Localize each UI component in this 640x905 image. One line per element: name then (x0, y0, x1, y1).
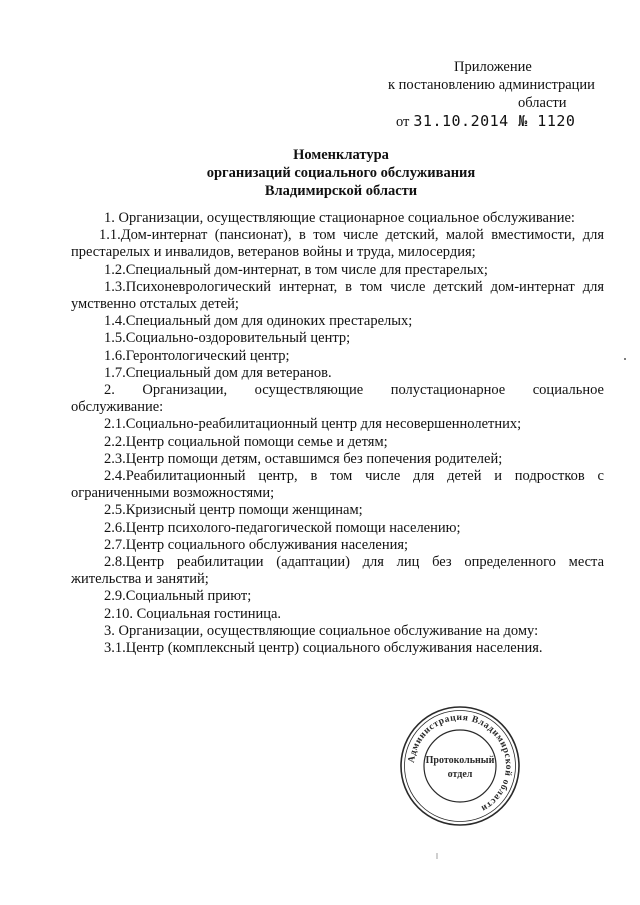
seal-rings (401, 707, 519, 825)
document-body (71, 210, 604, 657)
list-item-2-3: 2.3.Центр помощи детям, оставшимся без попечения родителей; (104, 450, 503, 467)
list-item-2-4: 2.4.Реабилитационный центр, в том числе для детей и подростков с ограниченными возможностями; (71, 468, 604, 502)
list-item-2-10: 2.10. Социальная гостиница. (104, 605, 282, 622)
list-item-1-6: 1.6.Геронтологический центр; (104, 347, 290, 364)
title-line-3: Владимирской области (264, 183, 418, 199)
seal-center-line-1: Протокольный (425, 755, 495, 766)
official-seal-stamp (398, 704, 522, 828)
list-item-1-3: 1.3.Психоневрологический интернат, в том числе детский дом-интернат для умственно отсталых детей; (71, 278, 604, 313)
seal-center-line-2: отдел (447, 769, 473, 780)
appendix-resolution-line: к постановлению администрации (388, 77, 595, 93)
stamped-date-number: 31.10.2014 № 1120 (413, 112, 576, 130)
list-item-1-7: 1.7.Специальный дом для ветеранов. (104, 364, 332, 381)
scan-speck (435, 852, 439, 860)
list-item-2-1: 2.1.Социально-реабилитационный центр для несовершеннолетних; (104, 416, 522, 433)
seal-ring-textpath: Администрация Владимирской области (407, 712, 514, 814)
list-item-2-2: 2.2.Центр социальной помощи семье и детям; (104, 433, 388, 450)
scan-speck (622, 356, 628, 362)
list-item-1-2: 1.2.Специальный дом-интернат, в том числе для престарелых; (104, 261, 488, 278)
list-item-2-6: 2.6.Центр психолого-педагогической помощи населению; (104, 519, 461, 536)
list-item-2-9: 2.9.Социальный приют; (104, 588, 252, 605)
list-item-1-4: 1.4.Специальный дом для одиноких престарелых; (104, 313, 413, 330)
section-1-heading: 1. Организации, осуществляющие стационарное социальное обслуживание: (104, 210, 575, 226)
appendix-label: Приложение (454, 59, 532, 75)
date-prefix: от (396, 114, 410, 130)
title-line-1: Номенклатура (293, 147, 389, 163)
list-item-1-1: 1.1.Дом-интернат (пансионат), в том числе детский, малой вместимости, для престарелых и инвалидов, ветеранов войны и труда, милосердия; (71, 227, 604, 261)
appendix-date-line (396, 112, 575, 131)
document-title (0, 146, 640, 200)
section-2-heading: 2. Организации, осуществляющие полустационарное социальное обслуживание: (71, 382, 604, 416)
title-line-2: организаций социального обслуживания (206, 165, 476, 181)
section-3-heading: 3. Организации, осуществляющие социальное обслуживание на дому: (104, 622, 539, 639)
list-item-1-5: 1.5.Социально-оздоровительный центр; (104, 330, 351, 347)
list-item-2-7: 2.7.Центр социального обслуживания населения; (104, 536, 409, 553)
list-item-3-1: 3.1.Центр (комплексный центр) социального обслуживания населения. (104, 640, 543, 657)
list-item-2-8: 2.8.Центр реабилитации (адаптации) для лиц без определенного места жительства и занятий; (71, 554, 604, 588)
list-item-2-5: 2.5.Кризисный центр помощи женщинам; (104, 502, 363, 519)
appendix-region-line: области (518, 95, 567, 111)
